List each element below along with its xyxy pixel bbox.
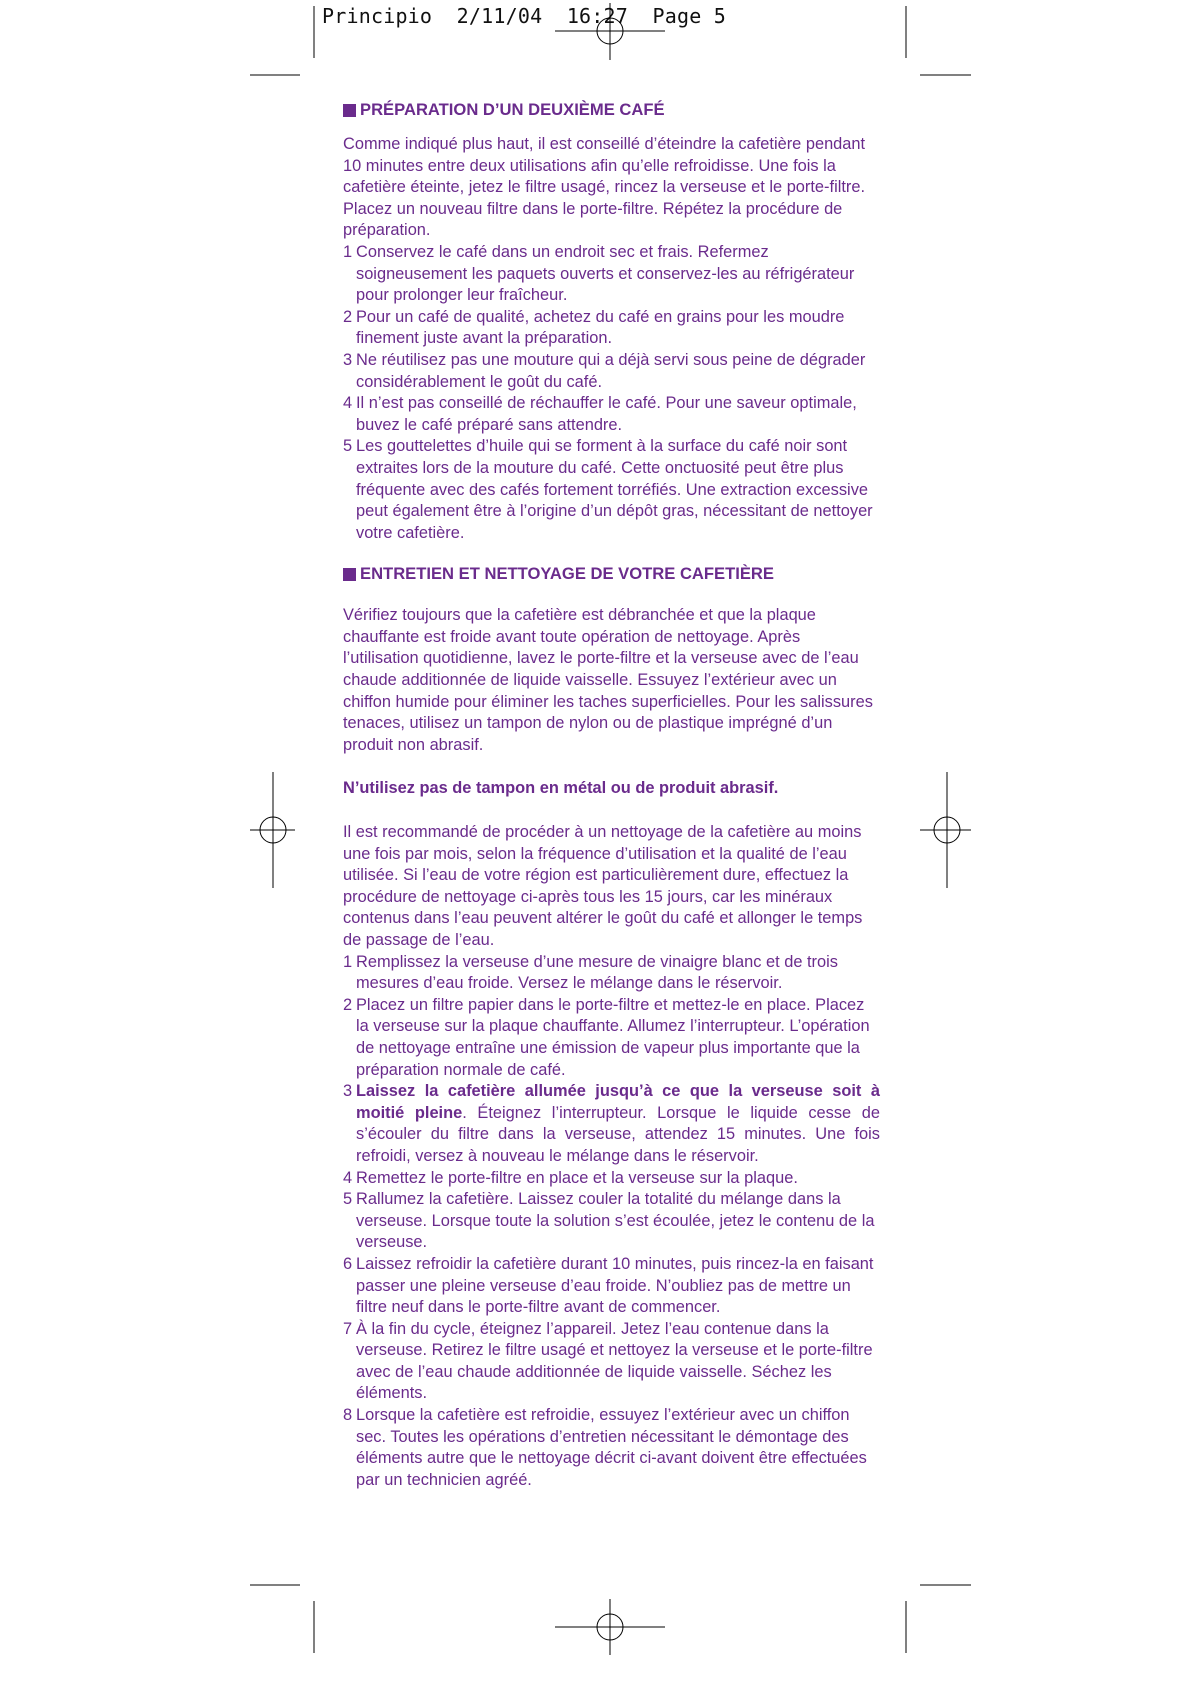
section-heading-maintenance	[343, 560, 880, 588]
list-item: 5 Les gouttelettes d’huile qui se forment à la surface du café noir sont extraites lors de la mouture du café. Cette onctuosité peut être plus fréquente avec des cafés fortement torréfiés. Une extraction excessive peut également être à l’origine d’un dépôt gras, nécessitant de nettoyer votre cafetière.	[343, 437, 873, 542]
list-item: 4 Remettez le porte-filtre en place et la verseuse sur la plaque.	[343, 1168, 798, 1187]
list-item: 2 Placez un filtre papier dans le porte-filtre et mettez-le en place. Placez la verseuse sur la plaque chauffante. Allumez l’interrupteur. L’opération de nettoyage entraîne une émission de vapeur plus importante que la préparation normale de café.	[343, 995, 870, 1079]
list-item: 3 Laissez la cafetière allumée jusqu’à ce que la verseuse soit à moitié pleine. Éteignez l’interrupteur. Lorsque le liquide cesse de s’écouler du filtre dans la verseuse, attendez 15 minutes. Une fois refroidi, versez à nouveau le mélange dans le réservoir.	[343, 1082, 880, 1165]
descaling-paragraph: Il est recommandé de procéder à un nettoyage de la cafetière au moins une fois par mois, selon la fréquence d’utilisation et la qualité de l’eau utilisée. Si l’eau de votre région est particulièrement dure, effectuez la procédure de nettoyage ci-après tous les 15 jours, car les minéraux contenus dans l’eau peuvent altérer le goût du café et allonger le temps de passage de l’eau.	[343, 823, 863, 949]
list-item: 7 À la fin du cycle, éteignez l’appareil. Jetez l’eau contenue dans la verseuse. Retirez le filtre usagé et nettoyez la verseuse et le porte-filtre avec de l’eau chaude additionnée de liquide vaisselle. Séchez les éléments.	[343, 1319, 873, 1403]
registration-target-left	[250, 772, 295, 888]
list-item: 1 Remplissez la verseuse d’une mesure de vinaigre blanc et de trois mesures d’eau froide. Versez le mélange dans le réservoir.	[343, 952, 838, 993]
print-slug: Principio 2/11/04 16:27 Page 5	[322, 4, 726, 28]
section-intro: Comme indiqué plus haut, il est conseillé d’éteindre la cafetière pendant 10 minutes entre deux utilisations afin qu’elle refroidisse. Une fois la cafetière éteinte, jetez le filtre usagé, rincez la verseuse et le porte-filtre. Placez un nouveau filtre dans le porte-filtre. Répétez la procédure de préparation.	[343, 135, 866, 240]
page-body	[343, 96, 880, 1491]
registration-target-right	[920, 772, 971, 888]
list-item: 5 Rallumez la cafetière. Laissez couler la totalité du mélange dans la verseuse. Lorsque toute la solution s’est écoulée, jetez le contenu de la verseuse.	[343, 1190, 875, 1252]
cleaning-steps-list	[343, 952, 880, 1492]
square-bullet-icon	[343, 568, 356, 581]
tips-list	[343, 242, 880, 544]
registration-target-top	[555, 3, 665, 60]
registration-target-bottom	[555, 1599, 665, 1655]
square-bullet-icon	[343, 104, 356, 117]
maintenance-paragraph: Vérifiez toujours que la cafetière est débranchée et que la plaque chauffante est froide avant toute opération de nettoyage. Après l’utilisation quotidienne, lavez le porte-filtre et la verseuse avec de l’eau chaude additionnée de liquide vaisselle. Essuyez l’extérieur avec un chiffon humide pour éliminer les taches superficielles. Pour les salissures tenaces, utilisez un tampon de nylon ou de plastique imprégné d’un produit non abrasif.	[343, 606, 873, 754]
list-item: 1 Conservez le café dans un endroit sec et frais. Refermez soigneusement les paquets ouverts et conservez-les au réfrigérateur pour prolonger leur fraîcheur.	[343, 242, 855, 305]
list-item: 2 Pour un café de qualité, achetez du café en grains pour les moudre finement juste avant la préparation.	[343, 307, 845, 348]
list-item: 3 Ne réutilisez pas une mouture qui a déjà servi sous peine de dégrader considérablement le goût du café.	[343, 350, 866, 391]
section-title: ENTRETIEN ET NETTOYAGE DE VOTRE CAFETIÈRE	[360, 564, 774, 584]
warning-text: N’utilisez pas de tampon en métal ou de produit abrasif.	[343, 779, 779, 798]
bold-instruction: Laissez la cafetière allumée jusqu’à ce que la verseuse soit à moitié pleine	[356, 1082, 880, 1122]
list-item: 6 Laissez refroidir la cafetière durant 10 minutes, puis rincez-la en faisant passer une pleine verseuse d’eau froide. N’oubliez pas de mettre un filtre neuf dans le porte-filtre avant de commencer.	[343, 1254, 874, 1317]
section-title: PRÉPARATION D’UN DEUXIÈME CAFÉ	[360, 100, 665, 120]
section-heading-second-coffee	[343, 96, 880, 124]
list-item: 4 Il n’est pas conseillé de réchauffer le café. Pour une saveur optimale, buvez le café préparé sans attendre.	[343, 394, 857, 434]
list-item: 8 Lorsque la cafetière est refroidie, essuyez l’extérieur avec un chiffon sec. Toutes les opérations d’entretien nécessitant le démontage des éléments autre que le nettoyage décrit ci-avant doivent être effectuées par un technicien agréé.	[343, 1406, 867, 1489]
